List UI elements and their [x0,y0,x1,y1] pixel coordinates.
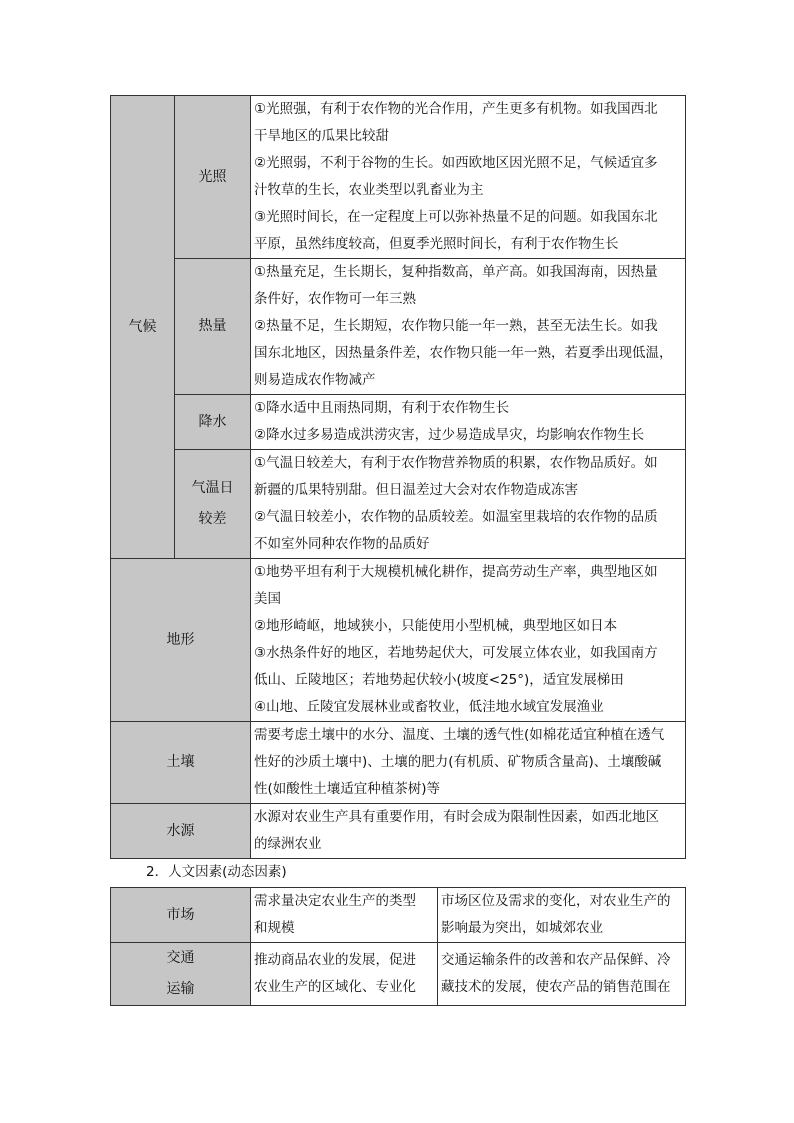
transport-col1 [251,943,438,1006]
soil-content [251,722,686,804]
market-label: 市场 [111,888,251,943]
table-row [111,804,686,859]
water-label: 水源 [111,804,251,859]
table-row [111,559,686,722]
terrain-line: ①地势平坦有利于大规模机械化耕作，提高劳动生产率，典型地区如 [254,564,658,580]
section-heading: 2．人文因素(动态因素) [146,864,287,880]
terrain-line: ②地形崎岖，地域狭小，只能使用小型机械，典型地区如日本 [254,618,618,634]
rain-line: ①降水适中且雨热同期，有利于农作物生长 [254,400,510,416]
temp-range-label-line: 较差 [198,511,227,527]
market-col2-line: 影响最为突出，如城郊农业 [441,920,603,936]
table-row [111,450,686,559]
transport-col2-line: 交通运输条件的改善和农产品保鲜、冷 [441,952,671,968]
heat-content [251,259,686,395]
table-row [111,395,686,450]
terrain-line: ④山地、丘陵宜发展林业或畜牧业，低洼地水域宜发展渔业 [254,699,604,715]
temp-range-line: ①气温日较差大，有利于农作物营养物质的积累，农作物品质好。如 [254,455,658,471]
transport-label-line: 运输 [166,981,195,997]
water-content [251,804,686,859]
table-row [111,722,686,804]
heat-line: ①热量充足，生长期长，复种指数高，单产高。如我国海南，因热量 [254,264,658,280]
transport-label [111,943,251,1006]
market-col1-line: 和规模 [254,920,295,936]
heat-line: 国东北地区，因热量条件差，农作物只能一年一熟，若夏季出现低温， [254,345,673,361]
water-line: 水源对农业生产具有重要作用，有时会成为限制性因素，如西北地区 [254,809,659,825]
terrain-line: 美国 [254,591,281,607]
transport-col2-line: 藏技术的发展，使农产品的销售范围在 [441,979,671,995]
rain-content [251,395,686,450]
climate-label: 气候 [111,96,175,559]
light-content [251,96,686,259]
light-line: ②光照弱，不利于谷物的生长。如西欧地区因光照不足，气候适宜多 [254,155,658,171]
table-row [111,888,686,943]
table-row [111,259,686,395]
table-row [111,96,686,259]
light-line: ①光照强，有利于农作物的光合作用，产生更多有机物。如我国西北 [254,101,658,117]
soil-line: 性好的沙质土壤中)、土壤的肥力(有机质、矿物质含量高)、土壤酸碱 [254,754,662,770]
temp-range-line: ②气温日较差小，农作物的品质较差。如温室里栽培的农作物的品质 [254,509,658,525]
soil-label: 土壤 [111,722,251,804]
light-label: 光照 [175,96,251,259]
light-line: 干旱地区的瓜果比较甜 [254,128,389,144]
heat-line: ②热量不足，生长期短，农作物只能一年一熟，甚至无法生长。如我 [254,318,658,334]
light-line: 平原，虽然纬度较高，但夏季光照时间长，有利于农作物生长 [254,236,619,252]
transport-col2 [438,943,686,1006]
market-col2-line: 市场区位及需求的变化，对农业生产的 [441,893,671,909]
heat-line: 条件好，农作物可一年三熟 [254,291,416,307]
temp-range-line: 不如室外同种农作物的品质好 [254,536,430,552]
terrain-content [251,559,686,722]
heat-label: 热量 [175,259,251,395]
natural-factors-table [110,95,686,859]
soil-line: 需要考虑土壤中的水分、温度、土壤的透气性(如棉花适宜种植在透气 [254,727,665,743]
heat-line: 则易造成农作物减产 [254,372,376,388]
market-col1-line: 需求量决定农业生产的类型 [254,893,416,909]
light-line: 汁牧草的生长，农业类型以乳畜业为主 [254,182,484,198]
human-factors-table [110,887,686,1006]
transport-label-line: 交通 [166,950,195,966]
rain-label: 降水 [175,395,251,450]
market-col1 [251,888,438,943]
terrain-line: 低山、丘陵地区；若地势起伏较小(坡度<25°)，适宜发展梯田 [254,672,624,688]
terrain-line: ③水热条件好的地区，若地势起伏大，可发展立体农业，如我国南方 [254,645,658,661]
temp-range-label-line: 气温日 [191,480,234,496]
water-line: 的绿洲农业 [254,836,322,852]
soil-line: 性(如酸性土壤适宜种植茶树)等 [254,781,441,797]
table-row [111,943,686,1006]
transport-col1-line: 农业生产的区域化、专业化 [254,979,416,995]
temp-range-content [251,450,686,559]
transport-col1-line: 推动商品农业的发展，促进 [254,952,416,968]
temp-range-label [175,450,251,559]
market-col2 [438,888,686,943]
light-line: ③光照时间长，在一定程度上可以弥补热量不足的问题。如我国东北 [254,209,658,225]
rain-line: ②降水过多易造成洪涝灾害，过少易造成旱灾，均影响农作物生长 [254,427,645,443]
terrain-label: 地形 [111,559,251,722]
temp-range-line: 新疆的瓜果特别甜。但日温差过大会对农作物造成冻害 [254,482,578,498]
